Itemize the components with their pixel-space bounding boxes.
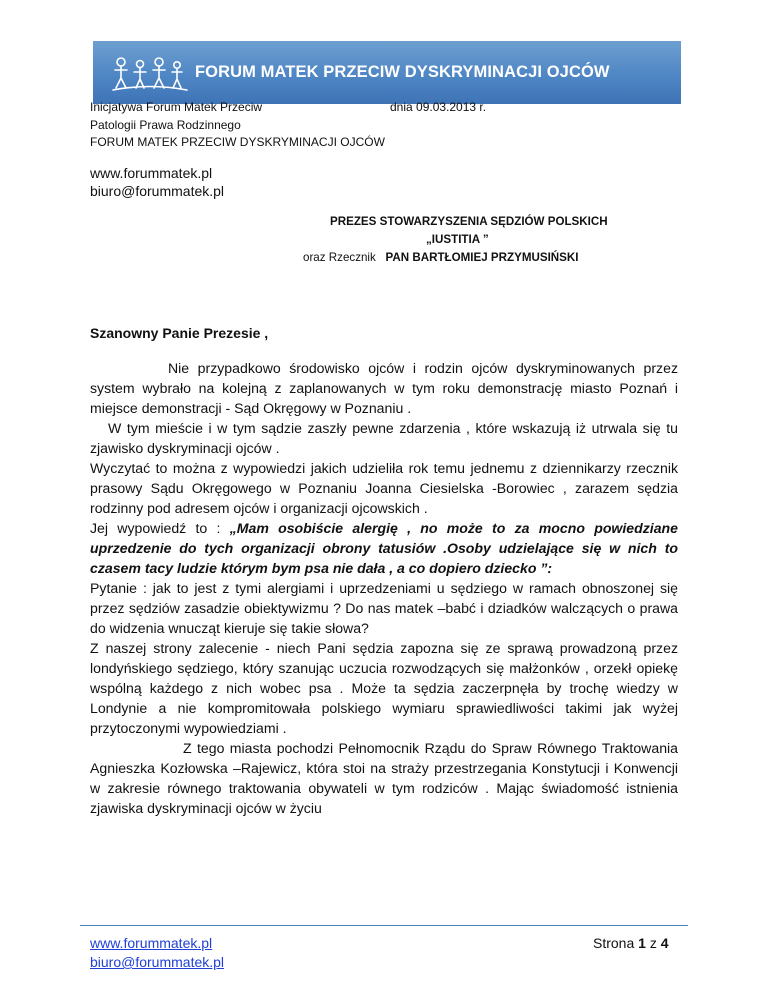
recipient-prefix: oraz Rzecznik [303, 251, 376, 264]
recipient-line-1: PREZES STOWARZYSZENIA SĘDZIÓW POLSKICH [330, 215, 608, 228]
judge-quote: „Mam osobiście alergię , no może to za mocno powiedziane uprzedzenie do tych organizacji obrony tatusiów .Osoby udzielające się w nich to czasem tacy ludzie którym bym psa nie dała , a co dopiero dziecko ”: [90, 520, 678, 576]
letter-body [90, 358, 678, 818]
header-banner [93, 41, 681, 104]
page-total: 4 [660, 935, 669, 951]
page-separator: z [649, 935, 657, 951]
paragraph-3: Wyczytać to można z wypowiedzi jakich udzieliła rok temu jednemu z dziennikarzy rzecznik prasowy Sądu Okręgowego w Poznaniu Joanna Ciesielska -Borowiec , zarazem sędzia rodzinny pod adresem ojców i organizacji ojcowskich . [90, 460, 678, 516]
banner-title: FORUM MATEK PRZECIW DYSKRYMINACJI OJCÓW [195, 63, 610, 81]
letter-date: dnia 09.03.2013 r. [390, 100, 487, 114]
page-number [593, 935, 669, 951]
org-line-2: Patologii Prawa Rodzinnego [90, 118, 241, 132]
paragraph-6: Z naszej strony zalecenie - niech Pani sędzia zapozna się ze sprawą prowadzoną przez londyńskiego sędziego, który szanując uczucia rozwodzących się małżonków , orzekł opiekę wspólną każdego z nich wobec psa . Może ta sędzia zaczerpnęła by trochę wiedzy w Londynie a nie kompromitowała polskiego wymiaru sprawiedliwości takimi jak wyżej przytoczonymi wypowiedziami . [90, 640, 678, 736]
footer-email-link[interactable]: biuro@forummatek.pl [90, 954, 225, 970]
paragraph-5: Pytanie : jak to jest z tymi alergiami i uprzedzeniami u sędziego w ramach obnoszonej się przez sędziów zasadzie obiektywizmu ? Do nas matek –babć i dziadków walczących o prawa do widzenia wnucząt kieruje się takie słowa? [90, 580, 678, 636]
recipient-line-3 [303, 251, 579, 264]
sender-email: biuro@forummatek.pl [90, 183, 225, 199]
quote-intro: Jej wypowiedź to : [90, 520, 230, 536]
footer-divider [80, 925, 688, 926]
org-line-1: Inicjatywa Forum Matek Przeciw [90, 100, 263, 114]
page-label: Strona [593, 935, 635, 951]
paragraph-2: W tym mieście i w tym sądzie zaszły pewne zdarzenia , które wskazują iż utrwala się tu zjawisko dyskryminacji ojców . [90, 420, 678, 456]
recipient-line-2: „IUSTITIA ” [426, 233, 489, 246]
sender-website: www.forummatek.pl [90, 165, 213, 181]
org-line-3: FORUM MATEK PRZECIW DYSKRYMINACJI OJCÓW [90, 135, 385, 149]
footer-website-link[interactable]: www.forummatek.pl [90, 935, 213, 951]
page-current: 1 [638, 935, 646, 951]
paragraph-1: Nie przypadkowo środowisko ojców i rodzin ojców dyskryminowanych przez system wybrało na kolejną z zaplanowanych w tym roku demonstrację miasto Poznań i miejsce demonstracji - Sąd Okręgowy w Poznaniu . [90, 360, 678, 416]
paragraph-4 [90, 518, 678, 578]
salutation: Szanowny Panie Prezesie , [90, 325, 269, 341]
recipient-name: PAN BARTŁOMIEJ PRZYMUSIŃSKI [385, 251, 579, 264]
paragraph-7: Z tego miasta pochodzi Pełnomocnik Rządu do Spraw Równego Traktowania Agnieszka Kozłowska –Rajewicz, która stoi na straży przestrzegania Konstytucji i Konwencji w zakresie równego traktowania obywateli w tym rodziców . Mając świadomość istnienia zjawiska dyskryminacji ojców w życiu [90, 740, 678, 816]
family-figures-icon [111, 53, 189, 93]
